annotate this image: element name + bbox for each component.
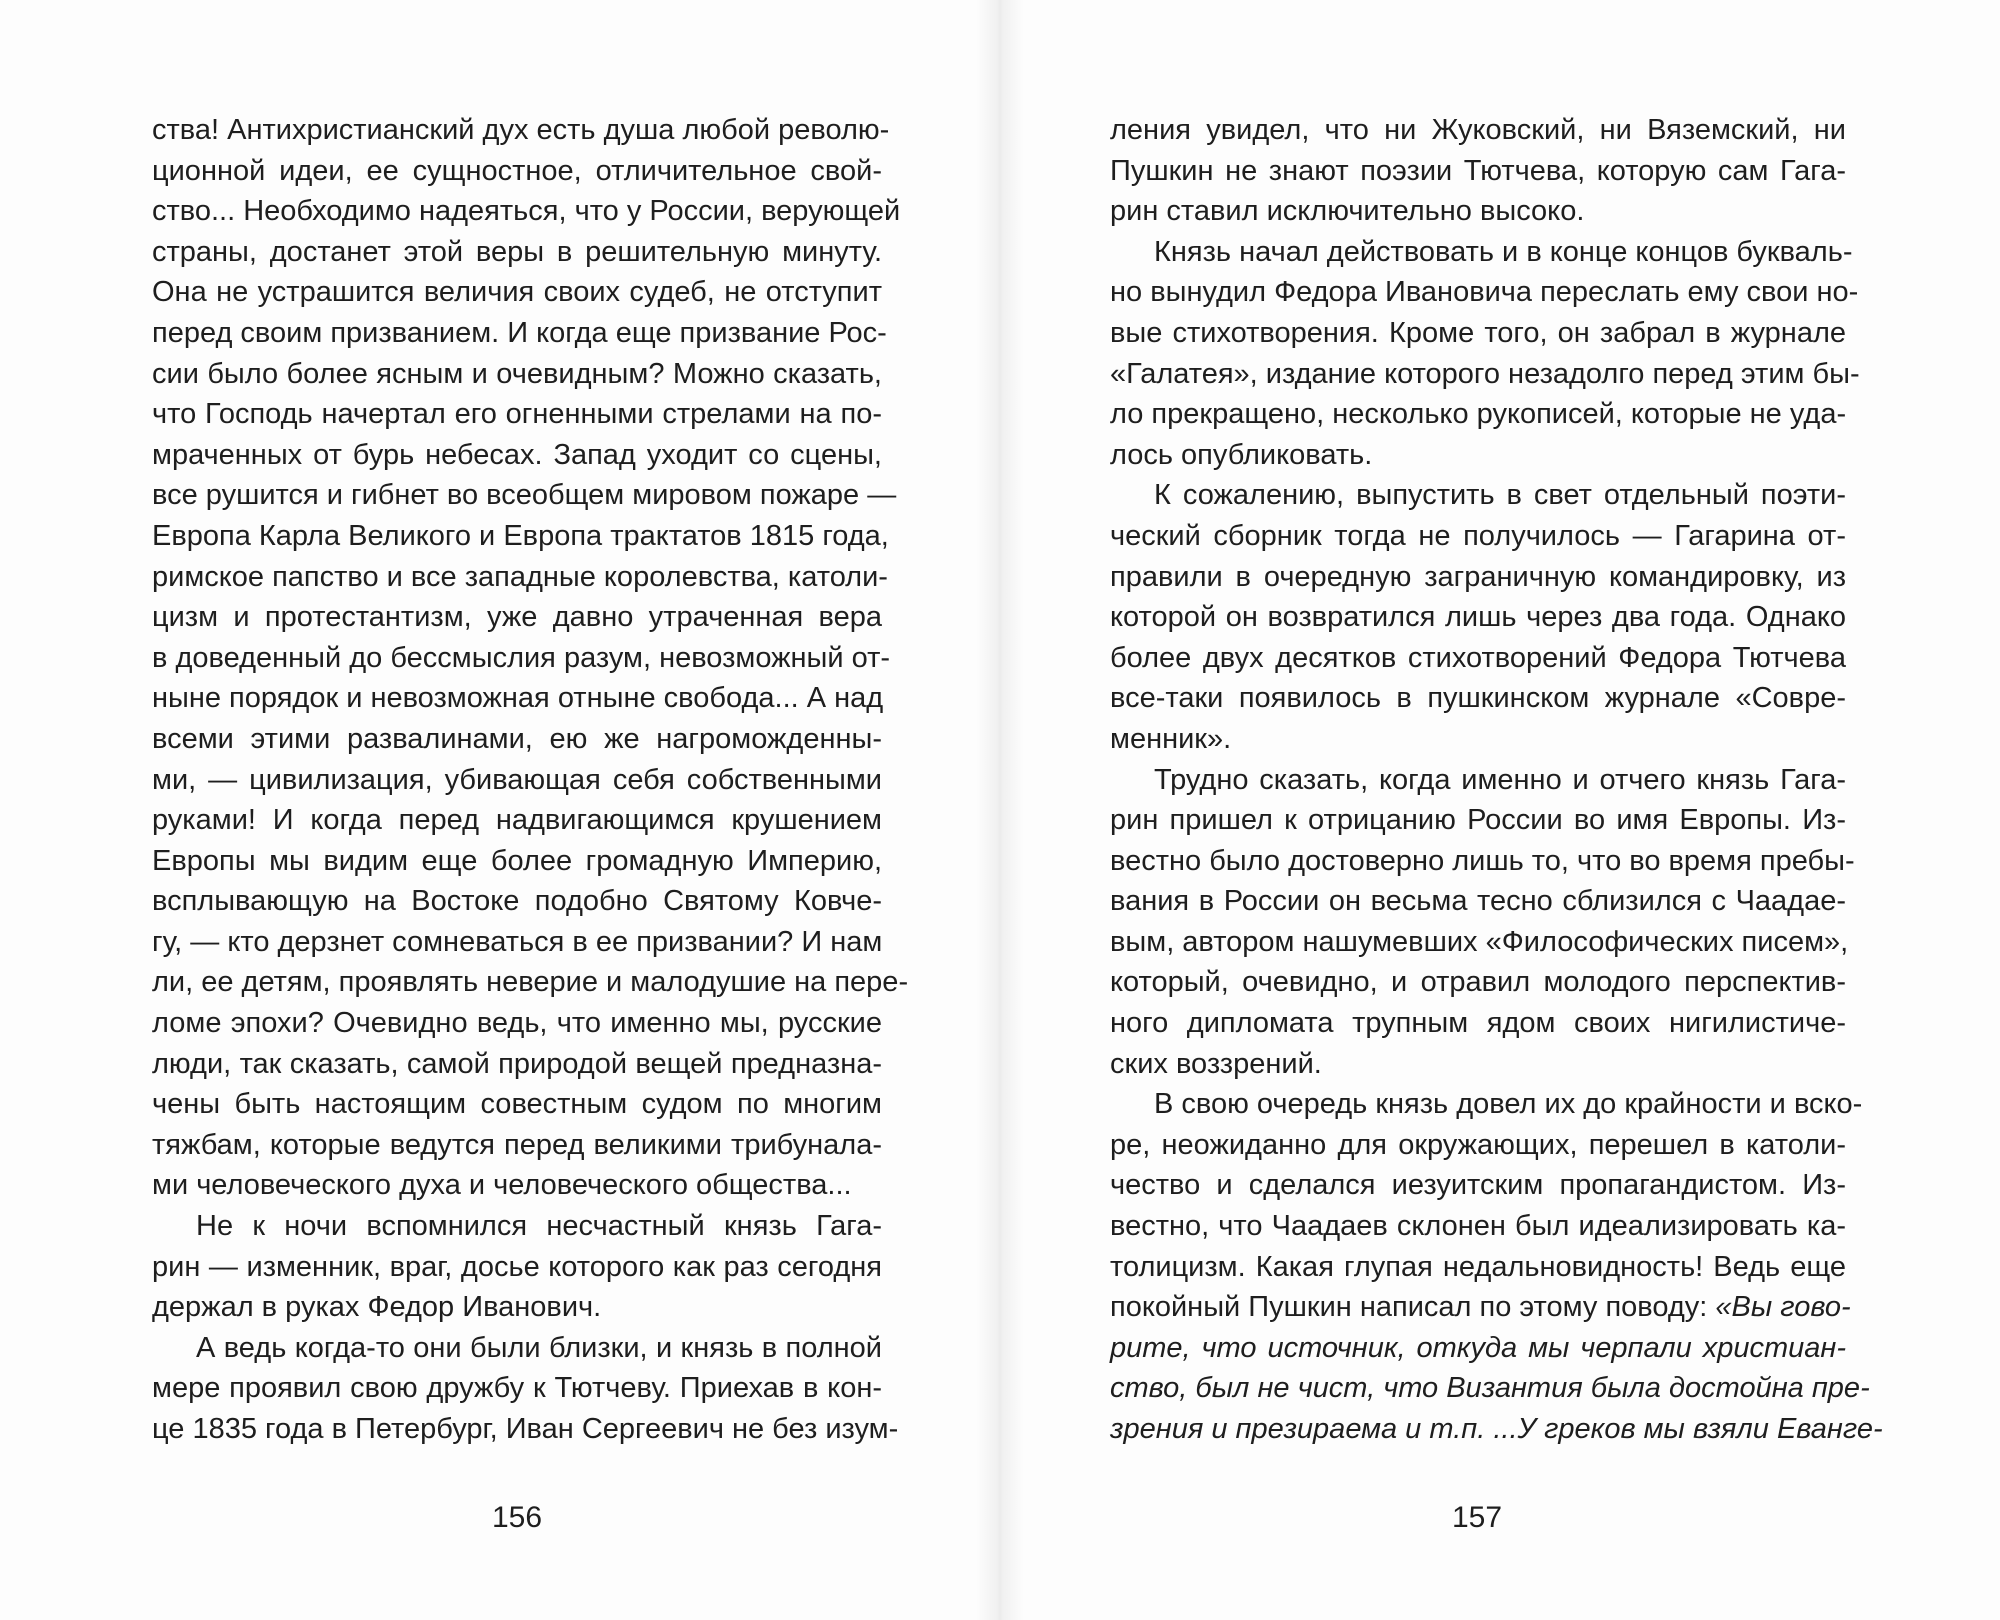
text-line: ло прекращено, несколько рукописей, которые не уда- [1110, 398, 1847, 431]
text-line: Трудно сказать, когда именно и отчего князь Гага- [1154, 763, 1846, 796]
text-line: цизм и протестантизм, уже давно утраченная вера [152, 601, 882, 634]
left-page [152, 110, 909, 1450]
text-line: лось опубликовать. [1110, 438, 1373, 471]
text-line: римское папство и все западные королевства, католи- [152, 560, 888, 593]
text-line: рин пришел к отрицанию России во имя Европы. Из- [1110, 804, 1846, 837]
text-line: который, очевидно, и отравил молодого перспектив- [1110, 966, 1846, 999]
text-line: Она не устрашится величия своих судеб, не отступит [152, 276, 882, 309]
text-line: «Галатея», издание которого незадолго перед этим бы- [1110, 357, 1860, 390]
text-line: ских воззрений. [1110, 1047, 1322, 1080]
text-line: перед своим призванием. И когда еще призвание Рос- [152, 316, 887, 349]
text-line: ства! Антихристианский дух есть душа любой револю- [152, 114, 890, 146]
text-line: ре, неожиданно для окружающих, перешел в католи- [1110, 1128, 1846, 1161]
text-line: це 1835 года в Петербург, Иван Сергеевич не без изум- [152, 1413, 899, 1445]
text-line-start: покойный Пушкин написал по этому поводу: [1110, 1291, 1716, 1324]
text-line: сии было более ясным и очевидным? Можно сказать, [152, 357, 882, 390]
text-line: менник». [1110, 722, 1232, 755]
italic-quote-line: зрения и презираема и т.п. ...У греков мы взяли Еванге- [1110, 1413, 1883, 1445]
text-line: всеми этими развалинами, ею же нагроможденны- [152, 722, 882, 755]
text-line: вания в России он весьма тесно сблизился с Чаадае- [1110, 885, 1846, 918]
text-line: ного дипломата трупным ядом своих нигилистиче- [1110, 1007, 1846, 1040]
text-line: вестно было достоверно лишь то, что во время пребы- [1110, 844, 1855, 877]
text-line: А ведь когда-то они были близки, и князь в полной [196, 1331, 882, 1364]
text-line: ми человеческого духа и человеческого общества... [152, 1169, 852, 1202]
right-page [1110, 110, 1883, 1450]
text-line: все-таки появилось в пушкинском журнале «Совре- [1110, 682, 1846, 715]
page-number-left: 156 [491, 1501, 543, 1534]
text-line: вестно, что Чаадаев склонен был идеализировать ка- [1110, 1210, 1846, 1243]
text-line: что Господь начертал его огненными стрелами на по- [152, 398, 882, 431]
text-line: правили в очередную заграничную командировку, из [1110, 560, 1846, 593]
italic-quote-start: «Вы гово- [1715, 1291, 1851, 1324]
text-line: но вынудил Федора Ивановича переслать ему свои но- [1110, 276, 1859, 309]
text-line: рин — изменник, враг, досье которого как раз сегодня [152, 1250, 882, 1283]
text-line: В свою очередь князь довел их до крайности и вско- [1154, 1088, 1863, 1121]
page-number-right: 157 [1451, 1501, 1503, 1534]
text-line: тяжбам, которые ведутся перед великими трибунала- [152, 1128, 882, 1161]
text-line: ныне порядок и невозможная отныне свобода... А над [152, 682, 884, 715]
text-line: Пушкин не знают поэзии Тютчева, которую сам Гага- [1110, 154, 1846, 187]
text-line-with-quote [1110, 1287, 1851, 1328]
text-line: все рушится и гибнет во всеобщем мировом пожаре — [152, 479, 897, 512]
text-line: Европы мы видим еще более громадную Империю, [152, 844, 882, 877]
italic-quote-line: ство, был не чист, что Византия была достойна пре- [1110, 1372, 1870, 1405]
text-line: вые стихотворения. Кроме того, он забрал в журнале [1110, 316, 1846, 349]
text-line: более двух десятков стихотворений Федора Тютчева [1110, 641, 1846, 674]
text-line: ли, ее детям, проявлять неверие и малодушие на пере- [152, 966, 909, 999]
text-line: К сожалению, выпустить в свет отдельный поэти- [1154, 479, 1846, 512]
text-line: ления увидел, что ни Жуковский, ни Вяземский, ни [1110, 114, 1846, 146]
text-line: люди, так сказать, самой природой вещей предназна- [152, 1047, 882, 1080]
text-line: мраченных от бурь небесах. Запад уходит со сцены, [152, 438, 882, 471]
text-line: страны, достанет этой веры в решительную минуту. [152, 235, 882, 268]
text-line: руками! И когда перед надвигающимся крушением [152, 804, 882, 837]
text-line: всплывающую на Востоке подобно Святому Ковче- [152, 885, 882, 918]
text-line: Не к ночи вспомнился несчастный князь Гага- [196, 1210, 882, 1243]
text-line: держал в руках Федор Иванович. [152, 1291, 602, 1324]
text-line: Князь начал действовать и в конце концов букваль- [1154, 235, 1853, 268]
text-line: ство... Необходимо надеяться, что у России, верующей [152, 195, 901, 228]
text-line: гу, — кто дерзнет сомневаться в ее призвании? И нам [152, 925, 883, 958]
text-line: ломе эпохи? Очевидно ведь, что именно мы, русские [152, 1007, 882, 1040]
text-line: ческий сборник тогда не получилось — Гагарина от- [1110, 519, 1846, 552]
text-line: мере проявил свою дружбу к Тютчеву. Приехав в кон- [152, 1372, 882, 1405]
text-line: вым, автором нашумевших «Философических писем», [1110, 925, 1849, 958]
text-line: рин ставил исключительно высоко. [1110, 195, 1585, 228]
book-gutter [976, 0, 1024, 1620]
text-line: ми, — цивилизация, убивающая себя собственными [152, 763, 882, 796]
text-line: чены быть настоящим совестным судом по многим [152, 1088, 882, 1121]
text-line: в доведенный до бессмыслия разум, невозможный от- [152, 641, 891, 674]
text-line: толицизм. Какая глупая недальновидность! Ведь еще [1110, 1250, 1846, 1283]
text-line: чество и сделался иезуитским пропагандистом. Из- [1110, 1169, 1846, 1202]
text-line: ционной идеи, ее сущностное, отличительное свой- [152, 154, 882, 187]
italic-quote-line: рите, что источник, откуда мы черпали христиан- [1110, 1331, 1846, 1364]
text-line: которой он возвратился лишь через два года. Однако [1110, 601, 1846, 634]
text-line: Европа Карла Великого и Европа трактатов 1815 года, [152, 519, 889, 552]
